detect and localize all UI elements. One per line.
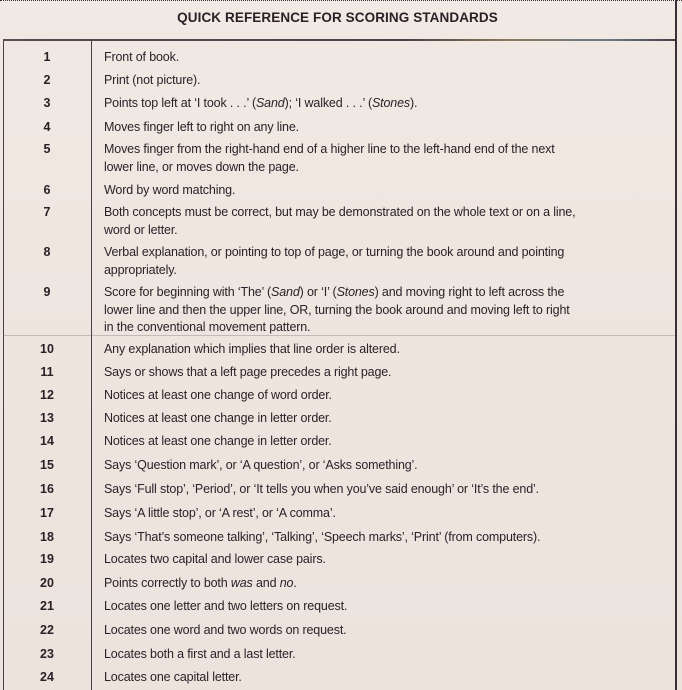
- italic-text: was: [230, 576, 253, 590]
- text-segment: Print (not picture).: [104, 73, 201, 87]
- row-description: [104, 598, 582, 616]
- row-number: 13: [40, 411, 54, 425]
- text-segment: Any explanation which implies that line order is altered.: [104, 342, 400, 356]
- row-number: 15: [40, 458, 54, 472]
- text-segment: ); ‘I walked . . .’ (: [284, 96, 372, 110]
- text-segment: Points top left at ‘I took . . .’ (: [104, 96, 256, 110]
- row-number: 3: [43, 96, 51, 110]
- row-number: 16: [40, 482, 54, 496]
- row-description: [104, 284, 582, 337]
- row-number: 4: [43, 120, 51, 134]
- text-segment: Says ‘A little stop’, or ‘A rest’, or ‘A comma’.: [104, 506, 336, 520]
- row-number: 6: [43, 183, 51, 197]
- row-number: 8: [43, 245, 51, 259]
- right-border: [675, 0, 677, 690]
- row-number: 17: [40, 506, 54, 520]
- italic-text: Stones: [336, 285, 375, 299]
- text-segment: Word by word matching.: [104, 183, 236, 197]
- text-segment: Score for beginning with ‘The’ (: [104, 285, 272, 299]
- row-number: 23: [40, 647, 54, 661]
- text-segment: Says ‘That’s someone talking’, ‘Talking’, ‘Speech marks’, ‘Print’ (from computers).: [104, 530, 541, 544]
- text-segment: ) and moving right to left across the lower line and then the upper line, OR, turning the book around and moving left to right in the conventional movement pattern.: [104, 285, 570, 334]
- text-segment: Says ‘Question mark’, or ‘A question’, or ‘Asks something’.: [104, 458, 418, 472]
- text-segment: Notices at least one change of word order.: [104, 388, 332, 402]
- row-number: 18: [40, 530, 54, 544]
- row-description: [104, 244, 582, 279]
- column-divider: [91, 40, 92, 690]
- italic-text: Stones: [371, 96, 411, 110]
- row-description: [104, 505, 582, 523]
- row-description: [104, 433, 582, 451]
- row-number: 10: [40, 342, 54, 356]
- text-segment: .: [293, 576, 297, 590]
- row-number: 24: [40, 670, 54, 684]
- text-segment: ).: [410, 96, 418, 110]
- row-description: [104, 646, 582, 664]
- text-segment: Locates both a first and a last letter.: [104, 647, 296, 661]
- text-segment: Points correctly to both: [104, 576, 231, 590]
- text-segment: Both concepts must be correct, but may be demonstrated on the whole text or on a line, word or letter.: [104, 205, 576, 237]
- row-description: [104, 49, 582, 67]
- row-description: [104, 95, 582, 113]
- text-segment: Front of book.: [104, 50, 180, 64]
- italic-text: Sand: [271, 285, 300, 299]
- text-segment: Verbal explanation, or pointing to top of page, or turning the book around and pointing appropriately.: [104, 245, 565, 277]
- row-description: [104, 72, 582, 90]
- text-segment: Moves finger from the right-hand end of a higher line to the left-hand end of the next lower line, or moves down the page.: [104, 142, 555, 174]
- row-number: 2: [43, 73, 51, 87]
- text-segment: Locates two capital and lower case pairs.: [104, 552, 326, 566]
- italic-text: Sand: [256, 96, 285, 110]
- row-number: 5: [43, 142, 51, 156]
- row-number: 7: [43, 205, 51, 219]
- row-separator: [3, 335, 675, 336]
- row-number: 11: [40, 365, 54, 379]
- row-description: [104, 669, 582, 687]
- top-dotted-edge: [0, 0, 682, 1]
- row-description: [104, 529, 582, 547]
- text-segment: and: [252, 576, 280, 590]
- row-description: [104, 575, 582, 593]
- italic-text: no: [279, 576, 294, 590]
- text-segment: ) or ‘I’ (: [299, 285, 337, 299]
- row-description: [104, 387, 582, 405]
- row-description: [104, 622, 582, 640]
- text-segment: Says ‘Full stop’, ‘Period’, or ‘It tells you when you’ve said enough’ or ‘It’s the end’.: [104, 482, 539, 496]
- row-number: 22: [40, 623, 54, 637]
- row-number: 1: [43, 50, 51, 64]
- row-description: [104, 182, 582, 200]
- page-title: QUICK REFERENCE FOR SCORING STANDARDS: [177, 10, 498, 25]
- row-description: [104, 119, 582, 137]
- text-segment: Says or shows that a left page precedes a right page.: [104, 365, 392, 379]
- header-rule: [3, 39, 675, 41]
- text-segment: Notices at least one change in letter order.: [104, 434, 332, 448]
- text-segment: Locates one letter and two letters on request.: [104, 599, 348, 613]
- row-description: [104, 341, 582, 359]
- text-segment: Locates one capital letter.: [104, 670, 242, 684]
- text-segment: Locates one word and two words on request.: [104, 623, 347, 637]
- text-segment: Moves finger left to right on any line.: [104, 120, 299, 134]
- row-description: [104, 204, 582, 239]
- row-description: [104, 457, 582, 475]
- row-number: 19: [40, 552, 54, 566]
- row-description: [104, 410, 582, 428]
- row-description: [104, 551, 582, 569]
- row-description: [104, 481, 582, 499]
- row-number: 9: [43, 285, 51, 299]
- row-description: [104, 141, 582, 176]
- row-number: 14: [40, 434, 54, 448]
- row-number: 20: [40, 576, 54, 590]
- row-number: 21: [40, 599, 54, 613]
- row-number: 12: [40, 388, 54, 402]
- row-description: [104, 364, 582, 382]
- text-segment: Notices at least one change in letter order.: [104, 411, 332, 425]
